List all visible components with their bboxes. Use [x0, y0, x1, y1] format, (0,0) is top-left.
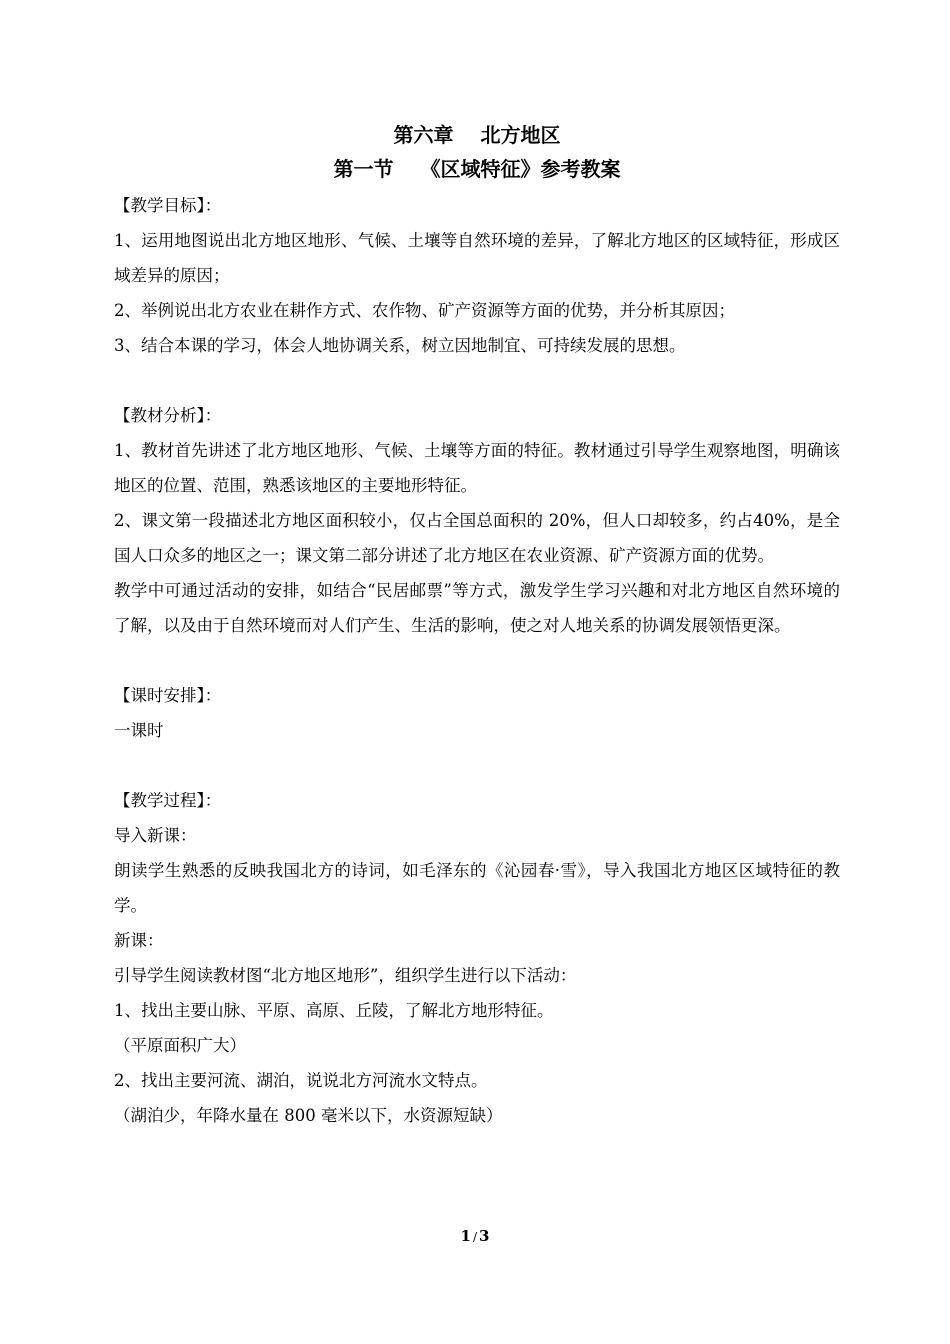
intro-label: 导入新课：	[114, 826, 197, 845]
spacer	[114, 643, 840, 678]
schedule-value: 一课时	[114, 721, 164, 740]
analysis-item: 教学中可通过活动的安排，如结合“民居邮票”等方式，激发学生学习兴趣和对北方地区自然环境的了解，以及由于自然环境而对人们产生、生活的影响，使之对人地关系的协调发展领悟更深。	[114, 581, 840, 635]
spacer	[114, 748, 840, 783]
analysis-item: 1、教材首先讲述了北方地区地形、气候、土壤等方面的特征。教材通过引导学生观察地图，明确该地区的位置、范围，熟悉该地区的主要地形特征。	[114, 441, 840, 495]
analysis-heading: 【教材分析】：	[114, 406, 222, 425]
objective-item: 1、运用地图说出北方地区地形、气候、土壤等自然环境的差异，了解北方地区的区域特征，形成区域差异的原因；	[114, 231, 840, 285]
section-title: 第一节 《区域特征》参考教案	[333, 157, 621, 181]
objective-item: 2、举例说出北方农业在耕作方式、农作物、矿产资源等方面的优势，并分析其原因；	[114, 301, 735, 320]
analysis-item: 2、课文第一段描述北方地区面积较小，仅占全国总面积的 20%，但人口却较多，约占40%，是全国人口众多的地区之一；课文第二部分讲述了北方地区在农业资源、矿产资源方面的优势。	[114, 511, 840, 565]
current-page: 1	[460, 1227, 471, 1245]
process-line: （平原面积广大）	[114, 1036, 246, 1055]
new-lesson-label: 新课：	[114, 931, 164, 950]
process-heading: 【教学过程】：	[114, 791, 222, 810]
objectives-heading: 【教学目标】：	[114, 196, 222, 215]
chapter-title: 第六章 北方地区	[393, 123, 561, 147]
page-separator: /	[472, 1230, 478, 1244]
process-line: 2、找出主要河流、湖泊，说说北方河流水文特点。	[114, 1071, 488, 1090]
objective-item: 3、结合本课的学习，体会人地协调关系，树立因地制宜、可持续发展的思想。	[114, 336, 686, 355]
process-line: （湖泊少，年降水量在 800 毫米以下，水资源短缺）	[114, 1106, 503, 1125]
total-pages: 3	[479, 1227, 490, 1245]
spacer	[114, 363, 840, 398]
document-body	[114, 118, 840, 1133]
process-line: 1、找出主要山脉、平原、高原、丘陵，了解北方地形特征。	[114, 1001, 554, 1020]
schedule-heading: 【课时安排】：	[114, 686, 222, 705]
page-number	[0, 1227, 950, 1245]
intro-text: 朗读学生熟悉的反映我国北方的诗词，如毛泽东的《沁园春·雪》，导入我国北方地区区域特征的教学。	[114, 861, 840, 915]
process-line: 引导学生阅读教材图“北方地区地形”，组织学生进行以下活动：	[114, 966, 577, 985]
